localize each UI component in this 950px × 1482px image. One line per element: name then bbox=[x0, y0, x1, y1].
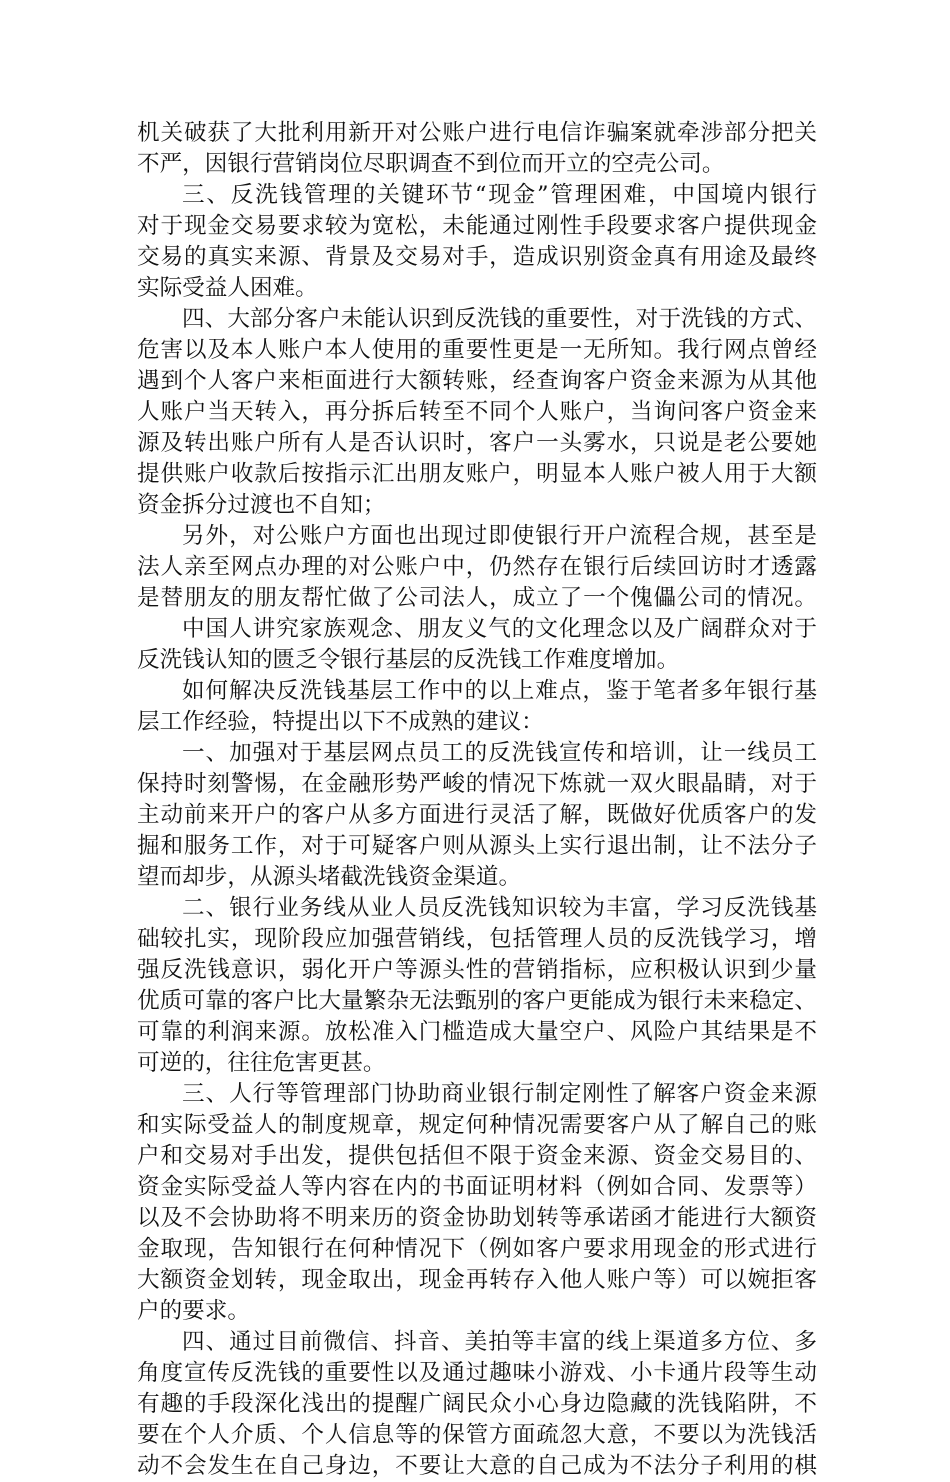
text-line: 户和交易对手出发，提供包括但不限于资金来源、资金交易目的、 bbox=[137, 1143, 817, 1169]
text-line: 提供账户收款后按指示汇出朋友账户，明显本人账户被人用于大额 bbox=[137, 461, 817, 487]
text-line: 危害以及本人账户本人使用的重要性更是一无所知。我行网点曾经 bbox=[137, 337, 817, 363]
text-line: 法人亲至网点办理的对公账户中，仍然存在银行后续回访时才透露 bbox=[137, 554, 817, 580]
text-line: 四、大部分客户未能认识到反洗钱的重要性，对于洗钱的方式、 bbox=[182, 306, 817, 332]
text-line: 资金实际受益人等内容在内的书面证明材料（例如合同、发票等） bbox=[137, 1174, 817, 1200]
text-line: 不严，因银行营销岗位尽职调查不到位而开立的空壳公司。 bbox=[137, 151, 725, 177]
text-line: 望而却步，从源头堵截洗钱资金渠道。 bbox=[137, 864, 522, 890]
text-line: 二、银行业务线从业人员反洗钱知识较为丰富，学习反洗钱基 bbox=[182, 895, 817, 921]
text-line: 主动前来开户的客户从多方面进行灵活了解，既做好优质客户的发 bbox=[137, 802, 817, 828]
text-line: 资金拆分过渡也不自知； bbox=[137, 492, 386, 518]
text-line: 保持时刻警惕，在金融形势严峻的情况下炼就一双火眼晶睛，对于 bbox=[137, 771, 817, 797]
text-line: 有趣的手段深化浅出的提醒广阔民众小心身边隐藏的洗钱陷阱，不 bbox=[137, 1391, 817, 1417]
text-line: 四、通过目前微信、抖音、美拍等丰富的线上渠道多方位、多 bbox=[182, 1329, 817, 1355]
text-line: 以及不会协助将不明来历的资金协助划转等承诺函才能进行大额资 bbox=[137, 1205, 817, 1231]
text-line: 可逆的，往往危害更甚。 bbox=[137, 1050, 386, 1076]
text-line: 反洗钱认知的匮乏令银行基层的反洗钱工作难度增加。 bbox=[137, 647, 680, 673]
text-line: 是替朋友的朋友帮忙做了公司法人，成立了一个傀儡公司的情况。 bbox=[137, 585, 817, 611]
text-line: 户的要求。 bbox=[137, 1298, 250, 1324]
text-line: 优质可靠的客户比大量繁杂无法甄别的客户更能成为银行未来稳定、 bbox=[137, 988, 817, 1014]
text-line: 如何解决反洗钱基层工作中的以上难点，鉴于笔者多年银行基 bbox=[182, 678, 817, 704]
text-line: 三、反洗钱管理的关键环节“现金”管理困难，中国境内银行 bbox=[182, 182, 817, 208]
document-body-text bbox=[137, 118, 817, 1482]
text-line: 础较扎实，现阶段应加强营销线，包括管理人员的反洗钱学习，增 bbox=[137, 926, 817, 952]
text-line: 角度宣传反洗钱的重要性以及通过趣味小游戏、小卡通片段等生动 bbox=[137, 1360, 817, 1386]
text-line: 和实际受益人的制度规章，规定何种情况需要客户从了解自己的账 bbox=[137, 1112, 817, 1138]
text-line: 对于现金交易要求较为宽松，未能通过刚性手段要求客户提供现金 bbox=[137, 213, 817, 239]
text-line: 另外，对公账户方面也出现过即使银行开户流程合规，甚至是 bbox=[182, 523, 817, 549]
text-line: 大额资金划转，现金取出，现金再转存入他人账户等）可以婉拒客 bbox=[137, 1267, 817, 1293]
text-line: 可靠的利润来源。放松准入门槛造成大量空户、风险户其结果是不 bbox=[137, 1019, 817, 1045]
text-line: 交易的真实来源、背景及交易对手，造成识别资金真有用途及最终 bbox=[137, 244, 817, 270]
text-line: 实际受益人困难。 bbox=[137, 275, 318, 301]
text-line: 源及转出账户所有人是否认识时，客户一头雾水，只说是老公要她 bbox=[137, 430, 817, 456]
text-line: 动不会发生在自己身边，不要让大意的自己成为不法分子利用的棋 bbox=[137, 1453, 817, 1479]
text-line: 三、人行等管理部门协助商业银行制定刚性了解客户资金来源 bbox=[182, 1081, 817, 1107]
text-line: 中国人讲究家族观念、朋友义气的文化理念以及广阔群众对于 bbox=[182, 616, 817, 642]
text-line: 遇到个人客户来柜面进行大额转账，经查询客户资金来源为从其他 bbox=[137, 368, 817, 394]
text-line: 强反洗钱意识，弱化开户等源头性的营销指标，应积极认识到少量 bbox=[137, 957, 817, 983]
text-line: 要在个人介质、个人信息等的保管方面疏忽大意，不要以为洗钱活 bbox=[137, 1422, 817, 1448]
text-line: 一、加强对于基层网点员工的反洗钱宣传和培训，让一线员工 bbox=[182, 740, 817, 766]
text-line: 金取现，告知银行在何种情况下（例如客户要求用现金的形式进行 bbox=[137, 1236, 817, 1262]
text-line: 层工作经验，特提出以下不成熟的建议： bbox=[137, 709, 544, 735]
text-line: 机关破获了大批利用新开对公账户进行电信诈骗案就牵涉部分把关 bbox=[137, 120, 817, 146]
text-line: 掘和服务工作，对于可疑客户则从源头上实行退出制，让不法分子 bbox=[137, 833, 817, 859]
text-line: 人账户当天转入，再分拆后转至不同个人账户，当询问客户资金来 bbox=[137, 399, 817, 425]
